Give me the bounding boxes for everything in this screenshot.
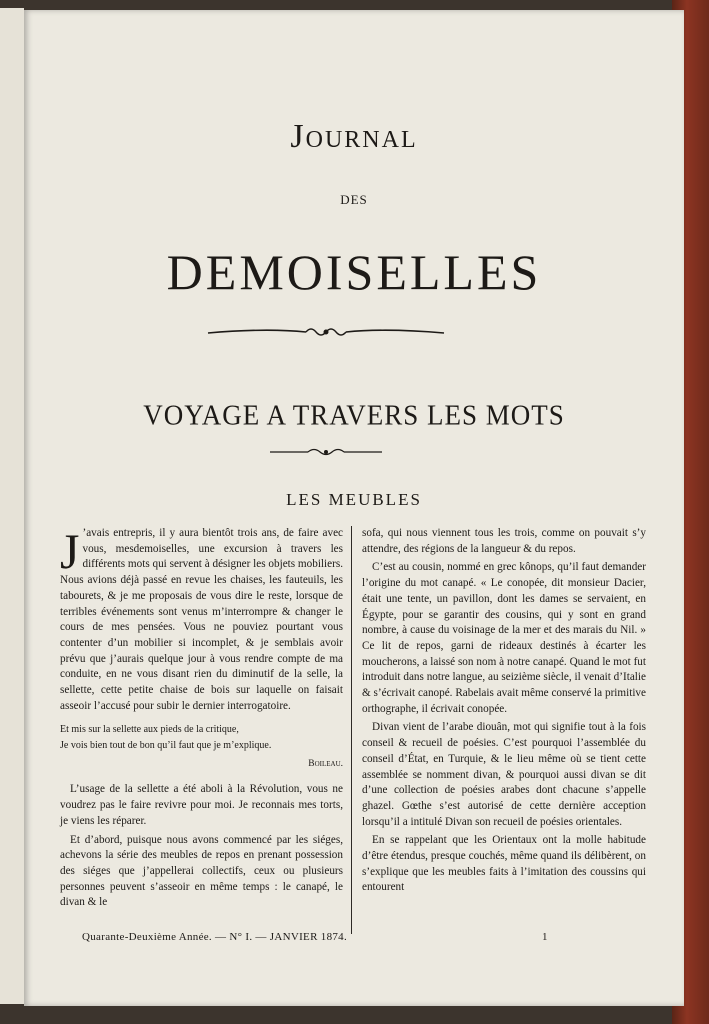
paragraph: C’est au cousin, nommé en grec kônops, qu’il faut demander l’origine du mot canapé. « Le conopée, dit monsieur Dacier, était une tente, un pavillon, dont les dames se servaient, en Égypte, pour se garantir des cousins, qui y sont en grand nombre, à cause du voisinage de la mer et des marais du Nil. » Ce lit de repos, garni de rideaux destinés à écarter les moucherons, a laissé son nom à notre canapé. Quand le mot fut introduit dans notre langue, au seizième siècle, il venait d’Italie & s’écrivait canopé. Rabelais avait même conservé la primitive orthographe, il écrivait conopée. (362, 561, 646, 715)
article-subtitle: LES MEUBLES (286, 490, 422, 509)
journal-page (24, 10, 684, 1006)
drop-cap: J (60, 523, 80, 579)
quote-line: Et mis sur la sellette aux pieds de la critique, (60, 724, 239, 736)
issue-footer: Quarante-Deuxième Année. — N° I. — JANVIER 1874. (82, 931, 348, 943)
left-column (60, 523, 343, 914)
boileau-quote (60, 722, 343, 772)
masthead-title-journal: Journal (290, 118, 418, 155)
quote-line: Je vois bien tout de bon qu’il faut que je m’explique. (60, 740, 272, 752)
paragraph-intro: J ’avais entrepris, il y aura bientôt trois ans, de faire avec vous, mesdemoiselles, une excursion à travers les différents mots qui servent à désigner les objets mobiliers. Nous avions déjà passé en revue les chaises, les fauteuils, les tabourets, & je me proposais de vous dire le reste, lorsque de terribles événements sont venus m’interrompre & changer le cours de mes pensées. Vous ne pouviez pourtant vous contenter d’un mobilier si incomplet, & je semblais avoir prévu que j’aurais quelque jour à vous rendre compte de ma conduite, en ne vous disant rien du diminutif de la selle, la sellette, cette petite chaise de bois sur laquelle on faisait asseoir l’accusé pour subir le dernier interrogatoire. (60, 523, 343, 712)
facing-page-edge (0, 8, 24, 1004)
right-column (362, 526, 646, 899)
paragraph: sofa, qui nous viennent tous les trois, comme on pouvait s’y attendre, des régions de la langueur & du repos. (362, 527, 646, 555)
quote-author: Boileau. (308, 759, 343, 770)
ornament-divider-top (206, 324, 446, 340)
column-rule (351, 526, 352, 934)
article-title: VOYAGE A TRAVERS LES MOTS (143, 399, 565, 431)
paragraph: L’usage de la sellette a été aboli à la Révolution, vous ne voudrez pas le faire revivre pour moi. Je reconnais mes torts, je viens les réparer. (60, 783, 343, 827)
paragraph: Et d’abord, puisque nous avons commencé par les siéges, achevons la série des meubles de repos en prenant possession des siéges que j’appellerai collectifs, ceux ou plusieurs personnes peuvent s’asseoir en même temps : le canapé, le divan & le (60, 833, 343, 909)
paragraph: En se rappelant que les Orientaux ont la molle habitude d’être étendus, presque couchés, même quand ils délibèrent, on s’explique que les meubles faits à l’imitation des coussins qui entourent (362, 834, 646, 894)
ornament-divider-small (268, 445, 384, 459)
page-number: 1 (542, 931, 548, 943)
masthead-title-des: DES (340, 192, 368, 207)
paragraph: Divan vient de l’arabe diouân, mot qui signifie tout à la fois conseil & recueil de poésies. C’est pourquoi l’assemblée du conseil d’État, en Turquie, & le lieu même où se tient cette assemblée se nomment divan, & pourquoi aussi divan se dit d’une collection de poésies arabes dont chacune s’appelle ghazel. Gœthe s’est autorisé de cette dernière acception lorsqu’il a intitulé Divan son recueil de poésies orientales. (362, 721, 646, 828)
masthead-title-demoiselles: DEMOISELLES (166, 244, 542, 300)
